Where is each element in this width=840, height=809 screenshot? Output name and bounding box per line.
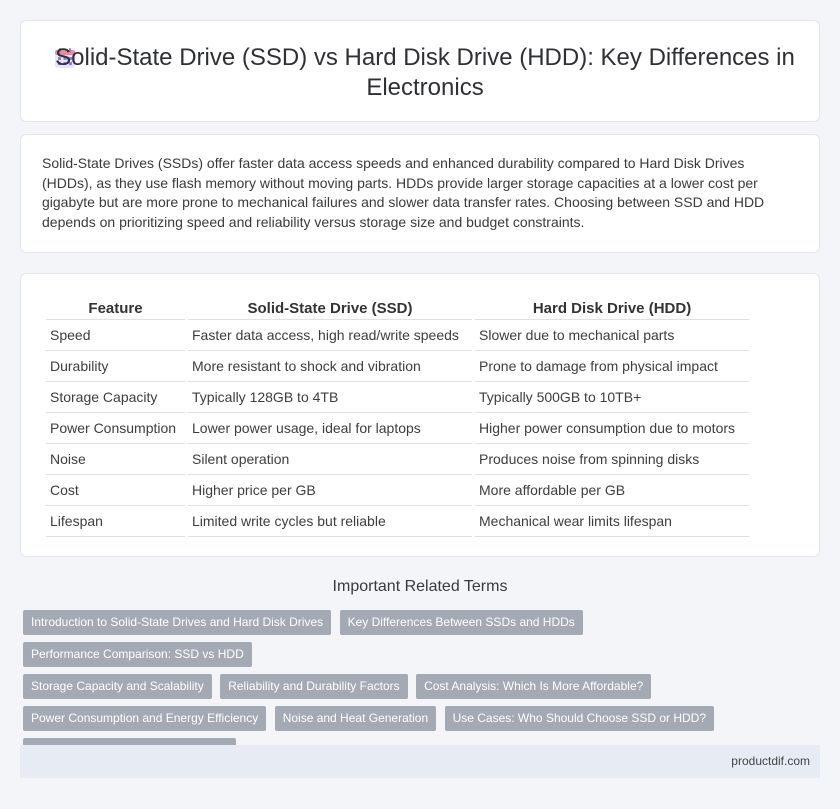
table-cell-feature: Cost	[46, 475, 185, 506]
table-cell-hdd: More affordable per GB	[475, 475, 749, 506]
related-terms-heading: Important Related Terms	[332, 578, 508, 595]
table-cell-hdd: Mechanical wear limits lifespan	[475, 506, 749, 537]
table-cell-ssd: Silent operation	[188, 444, 472, 475]
page-title: Solid-State Drive (SSD) vs Hard Disk Drive (HDD): Key Differences in Electronics	[55, 44, 795, 101]
table-cell-ssd: Limited write cycles but reliable	[188, 506, 472, 537]
table-cell-feature: Speed	[46, 320, 185, 351]
table-row	[46, 351, 749, 382]
table-cell-ssd: More resistant to shock and vibration	[188, 351, 472, 382]
column-header-ssd: Solid-State Drive (SSD)	[188, 294, 472, 320]
table-cell-hdd: Slower due to mechanical parts	[475, 320, 749, 351]
related-term-link[interactable]: Performance Comparison: SSD vs HDD	[23, 642, 252, 667]
table-cell-ssd: Lower power usage, ideal for laptops	[188, 413, 472, 444]
footer-site-link[interactable]: productdif.com	[731, 754, 810, 768]
related-term-link[interactable]: Key Differences Between SSDs and HDDs	[340, 610, 583, 635]
table-header-row	[46, 294, 749, 320]
related-term-link[interactable]: Cost Analysis: Which Is More Affordable?	[416, 674, 651, 699]
comparison-table	[43, 294, 752, 537]
table-cell-feature: Storage Capacity	[46, 382, 185, 413]
intro-card	[20, 134, 820, 253]
table-cell-feature: Power Consumption	[46, 413, 185, 444]
page-title-wrap	[51, 43, 799, 103]
related-term-link[interactable]: Noise and Heat Generation	[275, 706, 436, 731]
table-cell-feature: Durability	[46, 351, 185, 382]
table-row	[46, 475, 749, 506]
table-row	[46, 382, 749, 413]
table-row	[46, 320, 749, 351]
table-cell-hdd: Prone to damage from physical impact	[475, 351, 749, 382]
header-card	[20, 20, 820, 122]
footer-bar	[20, 745, 820, 778]
column-header-feature: Feature	[46, 294, 185, 320]
table-cell-ssd: Typically 128GB to 4TB	[188, 382, 472, 413]
table-cell-hdd: Higher power consumption due to motors	[475, 413, 749, 444]
related-term-link[interactable]: Reliability and Durability Factors	[220, 674, 407, 699]
table-cell-hdd: Produces noise from spinning disks	[475, 444, 749, 475]
table-cell-ssd: Higher price per GB	[188, 475, 472, 506]
related-term-link[interactable]: Use Cases: Who Should Choose SSD or HDD?	[445, 706, 714, 731]
table-cell-feature: Noise	[46, 444, 185, 475]
table-row	[46, 506, 749, 537]
column-header-hdd: Hard Disk Drive (HDD)	[475, 294, 749, 320]
related-term-link[interactable]: Power Consumption and Energy Efficiency	[23, 706, 266, 731]
comparison-card	[20, 273, 820, 557]
table-row	[46, 444, 749, 475]
related-term-link[interactable]: Storage Capacity and Scalability	[23, 674, 212, 699]
table-row	[46, 413, 749, 444]
table-cell-feature: Lifespan	[46, 506, 185, 537]
related-term-link[interactable]: Introduction to Solid-State Drives and Hard Disk Drives	[23, 610, 331, 635]
intro-paragraph: Solid-State Drives (SSDs) offer faster data access speeds and enhanced durability compared to Hard Disk Drives (HDDs), as they use flash memory without moving parts. HDDs provide larger storage capacities at a lower cost per gigabyte but are more prone to mechanical failures and slower data transfer rates. Choosing between SSD and HDD depends on prioritizing speed and reliability versus storage size and budget constraints.	[42, 155, 765, 230]
table-cell-hdd: Typically 500GB to 10TB+	[475, 382, 749, 413]
table-cell-ssd: Faster data access, high read/write speeds	[188, 320, 472, 351]
